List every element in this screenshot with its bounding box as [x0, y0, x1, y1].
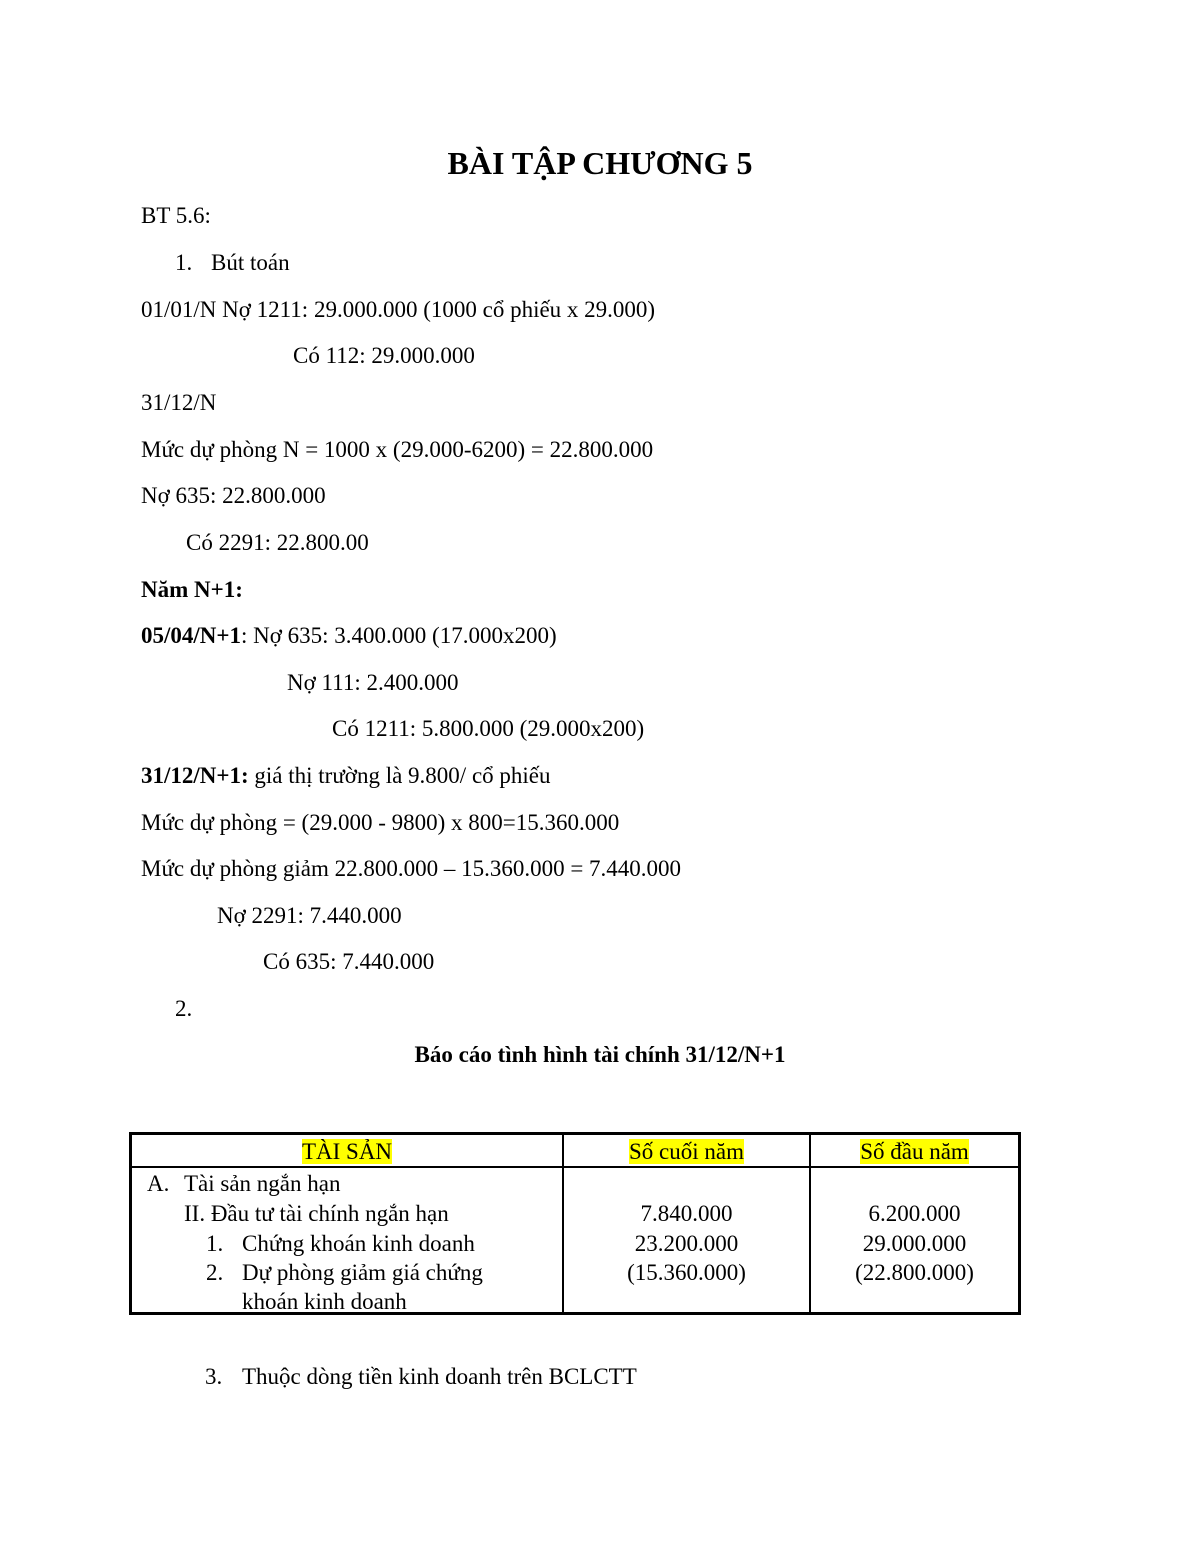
row-a-number: A. [147, 1171, 170, 1196]
header-end-of-year: Số cuối năm [629, 1139, 744, 1164]
entry-line-2: Có 112: 29.000.000 [293, 343, 475, 368]
entry-line-14: Nợ 2291: 7.440.000 [217, 903, 402, 928]
row-1-label: Chứng khoán kinh doanh [242, 1231, 475, 1256]
entry-line-8 [141, 621, 557, 651]
entry-line-1: 01/01/N Nợ 1211: 29.000.000 (1000 cổ phiếu x 29.000) [141, 297, 656, 322]
entry-line-6: Có 2291: 22.800.00 [186, 530, 369, 555]
row-1-begin: 29.000.000 [862, 1231, 967, 1256]
row-2-label-line1: Dự phòng giảm giá chứng [242, 1260, 483, 1285]
report-title: Báo cáo tình hình tài chính 31/12/N+1 [414, 1042, 786, 1067]
exercise-label: BT 5.6: [141, 203, 211, 228]
section-3-label: Thuộc dòng tiền kinh doanh trên BCLCTT [242, 1364, 637, 1389]
entry-line-4: Mức dự phòng N = 1000 x (29.000-6200) = 22.800.000 [141, 437, 654, 462]
section-3-number: 3. [205, 1364, 223, 1389]
assets-table [129, 1132, 1021, 1315]
entry-line-11 [141, 761, 551, 791]
document-title: BÀI TẬP CHƯƠNG 5 [447, 145, 753, 181]
year-heading: Năm N+1: [141, 577, 243, 602]
entry-line-11-rest: giá thị trường là 9.800/ cổ phiếu [248, 763, 551, 788]
entry-line-13: Mức dự phòng giảm 22.800.000 – 15.360.000 = 7.440.000 [141, 856, 682, 881]
entry-line-5: Nợ 635: 22.800.000 [141, 483, 326, 508]
header-start-of-year: Số đầu năm [860, 1139, 969, 1164]
entry-line-8-rest: : Nợ 635: 3.400.000 (17.000x200) [241, 623, 557, 648]
entry-line-3: 31/12/N [141, 390, 217, 415]
row-2-label-line2: khoán kinh doanh [242, 1289, 407, 1314]
entry-line-9: Nợ 111: 2.400.000 [287, 670, 459, 695]
row-1-number: 1. [206, 1231, 224, 1256]
entry-date-bold-2: 31/12/N+1: [141, 763, 249, 788]
entry-date-bold: 05/04/N+1 [141, 623, 241, 648]
row-a-label: Tài sản ngắn hạn [184, 1171, 341, 1196]
section-1-number: 1. [175, 250, 193, 275]
entry-line-15: Có 635: 7.440.000 [263, 949, 435, 974]
row-2-end: (15.360.000) [627, 1260, 746, 1285]
row-ii-end: 7.840.000 [640, 1201, 733, 1226]
row-ii-label: II. Đầu tư tài chính ngắn hạn [184, 1201, 449, 1226]
header-assets: TÀI SẢN [301, 1139, 393, 1164]
entry-line-12: Mức dự phòng = (29.000 - 9800) x 800=15.360.000 [141, 810, 620, 835]
section-2-number: 2. [175, 996, 193, 1021]
section-1-label: Bút toán [211, 250, 290, 275]
row-1-end: 23.200.000 [634, 1231, 739, 1256]
row-2-begin: (22.800.000) [855, 1260, 974, 1285]
row-2-number: 2. [206, 1260, 224, 1285]
entry-line-10: Có 1211: 5.800.000 (29.000x200) [332, 716, 645, 741]
row-ii-begin: 6.200.000 [868, 1201, 961, 1226]
